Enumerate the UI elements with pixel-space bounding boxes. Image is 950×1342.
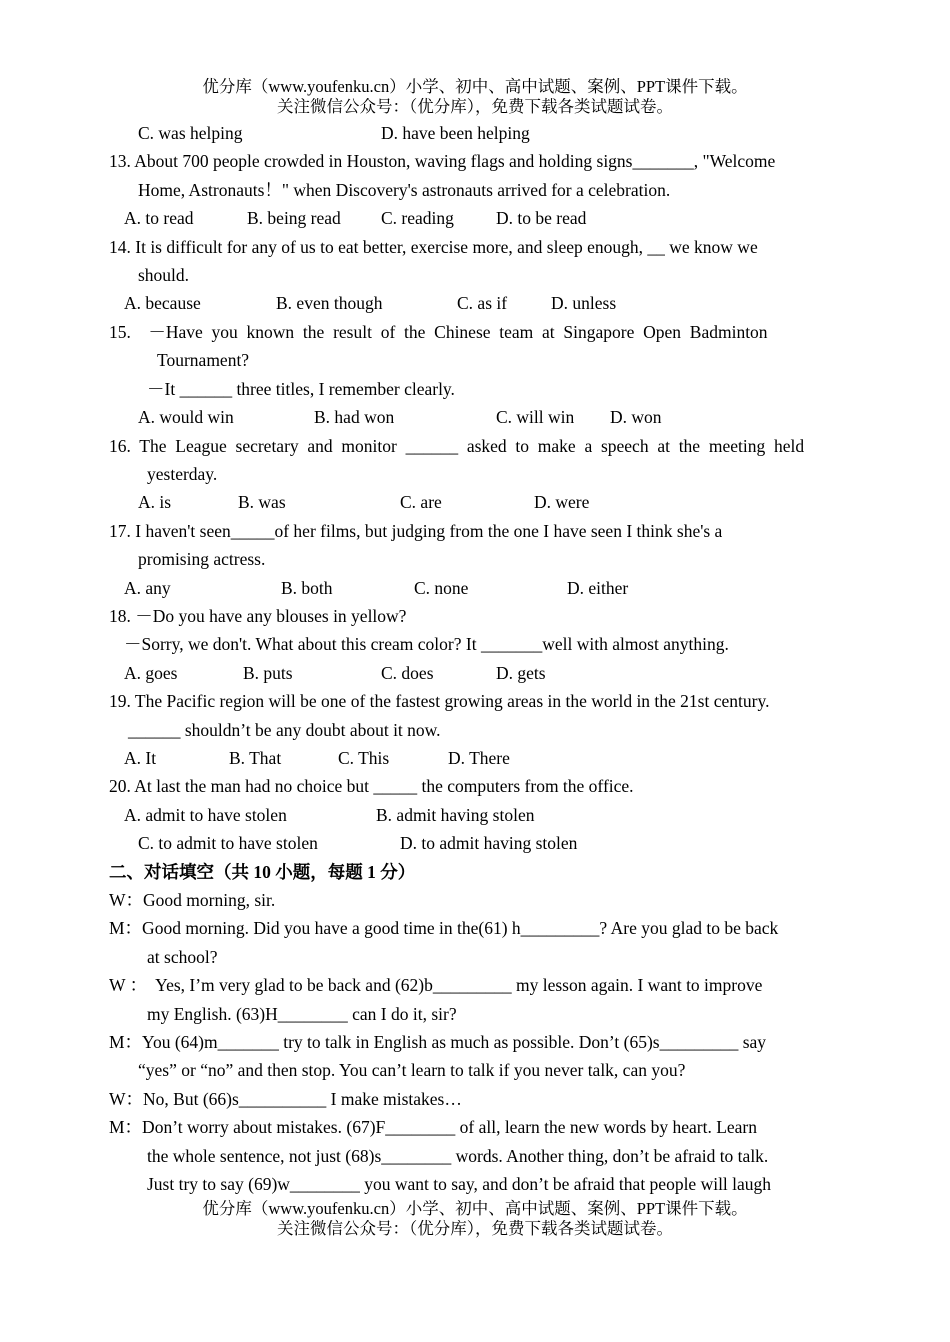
q15-line-2: Tournament? [157,350,250,370]
q13-line-1: 13. About 700 people crowded in Houston, waving flags and holding signs_______, "Welcome [109,151,776,171]
q15-line-3: －It ______ three titles, I remember clearly. [147,379,455,399]
q18-option-b: B. puts [243,663,293,683]
q19-line-2: ______ shouldn’t be any doubt about it now. [128,720,441,740]
q13-option-c: C. reading [381,208,454,228]
q18-option-c: C. does [381,663,434,683]
q20-option-a: A. admit to have stolen [124,805,287,825]
section-2-title: 二、对话填空（共 10 小题，每题 1 分） [109,862,416,882]
q15-option-c: C. will win [496,407,575,427]
dialogue-line: Just try to say (69)w________ you want to say, and don’t be afraid that people will laugh [147,1174,772,1194]
dialogue-line: W：Good morning, sir. [109,890,276,910]
q20-option-d: D. to admit having stolen [400,833,578,853]
footer-line-1: 优分库（www.youfenku.cn）小学、初中、高中试题、案例、PPT课件下载。 [202,1199,748,1218]
q14-line-2: should. [138,265,190,285]
dialogue-line: at school? [147,947,218,967]
q14-option-d: D. unless [551,293,617,313]
q20-option-c: C. to admit to have stolen [138,833,318,853]
q17-option-c: C. none [414,578,469,598]
q17-option-b: B. both [281,578,333,598]
header-line-2: 关注微信公众号：（优分库），免费下载各类试题试卷。 [277,97,673,116]
q12-option-c: C. was helping [138,123,243,143]
header-line-1: 优分库（www.youfenku.cn）小学、初中、高中试题、案例、PPT课件下载。 [202,77,748,96]
q16-line-1: 16. The League secretary and monitor ______ asked to make a speech at the meeting held [109,436,805,456]
q16-option-a: A. is [138,492,172,512]
q17-line-2: promising actress. [138,549,266,569]
q16-option-d: D. were [534,492,590,512]
q15-line-1: 15. －Have you known the result of the Chinese team at Singapore Open Badminton [109,322,768,342]
q13-option-a: A. to read [124,208,194,228]
dialogue-line: the whole sentence, not just (68)s________ words. Another thing, don’t be afraid to talk. [147,1146,769,1166]
dialogue-line: “yes” or “no” and then stop. You can’t learn to talk if you never talk, can you? [138,1060,686,1080]
dialogue-line: M：You (64)m_______ try to talk in English as much as possible. Don’t (65)s_________ say [109,1032,767,1052]
q18-line-1: 18. －Do you have any blouses in yellow? [109,606,407,626]
q15-option-a: A. would win [138,407,234,427]
dialogue-line: M：Good morning. Did you have a good time in the(61) h_________? Are you glad to be back [109,918,779,938]
q13-option-b: B. being read [247,208,341,228]
dialogue-line: my English. (63)H________ can I do it, sir? [147,1004,457,1024]
q19-option-b: B. That [229,748,282,768]
q18-line-2: －Sorry, we don't. What about this cream color? It _______well with almost anything. [124,634,729,654]
q17-line-1: 17. I haven't seen_____of her films, but judging from the one I have seen I think she's a [109,521,723,541]
q15-option-b: B. had won [314,407,395,427]
q15-option-d: D. won [610,407,662,427]
q19-option-d: D. There [448,748,510,768]
q14-option-b: B. even though [276,293,383,313]
q16-option-b: B. was [238,492,286,512]
q20-line-1: 20. At last the man had no choice but _____ the computers from the office. [109,776,634,796]
q13-line-2: Home, Astronauts！" when Discovery's astronauts arrived for a celebration. [138,180,671,200]
q14-option-a: A. because [124,293,201,313]
q14-line-1: 14. It is difficult for any of us to eat better, exercise more, and sleep enough, __ we know we [109,237,758,257]
dialogue-line: W ： Yes, I’m very glad to be back and (62)b_________ my lesson again. I want to improve [109,975,763,995]
footer-line-2: 关注微信公众号：（优分库），免费下载各类试题试卷。 [277,1219,673,1238]
q16-option-c: C. are [400,492,442,512]
q19-option-a: A. It [124,748,157,768]
q13-option-d: D. to be read [496,208,587,228]
q16-line-2: yesterday. [147,464,218,484]
q19-option-c: C. This [338,748,390,768]
q18-option-d: D. gets [496,663,546,683]
dialogue-line: W：No, But (66)s__________ I make mistakes… [109,1089,462,1109]
q20-option-b: B. admit having stolen [376,805,535,825]
q12-option-d: D. have been helping [381,123,530,143]
q17-option-d: D. either [567,578,629,598]
q14-option-c: C. as if [457,293,508,313]
q17-option-a: A. any [124,578,171,598]
q18-option-a: A. goes [124,663,178,683]
dialogue-line: M：Don’t worry about mistakes. (67)F________ of all, learn the new words by heart. Learn [109,1117,758,1137]
q19-line-1: 19. The Pacific region will be one of the fastest growing areas in the world in the 21st century. [109,691,770,711]
